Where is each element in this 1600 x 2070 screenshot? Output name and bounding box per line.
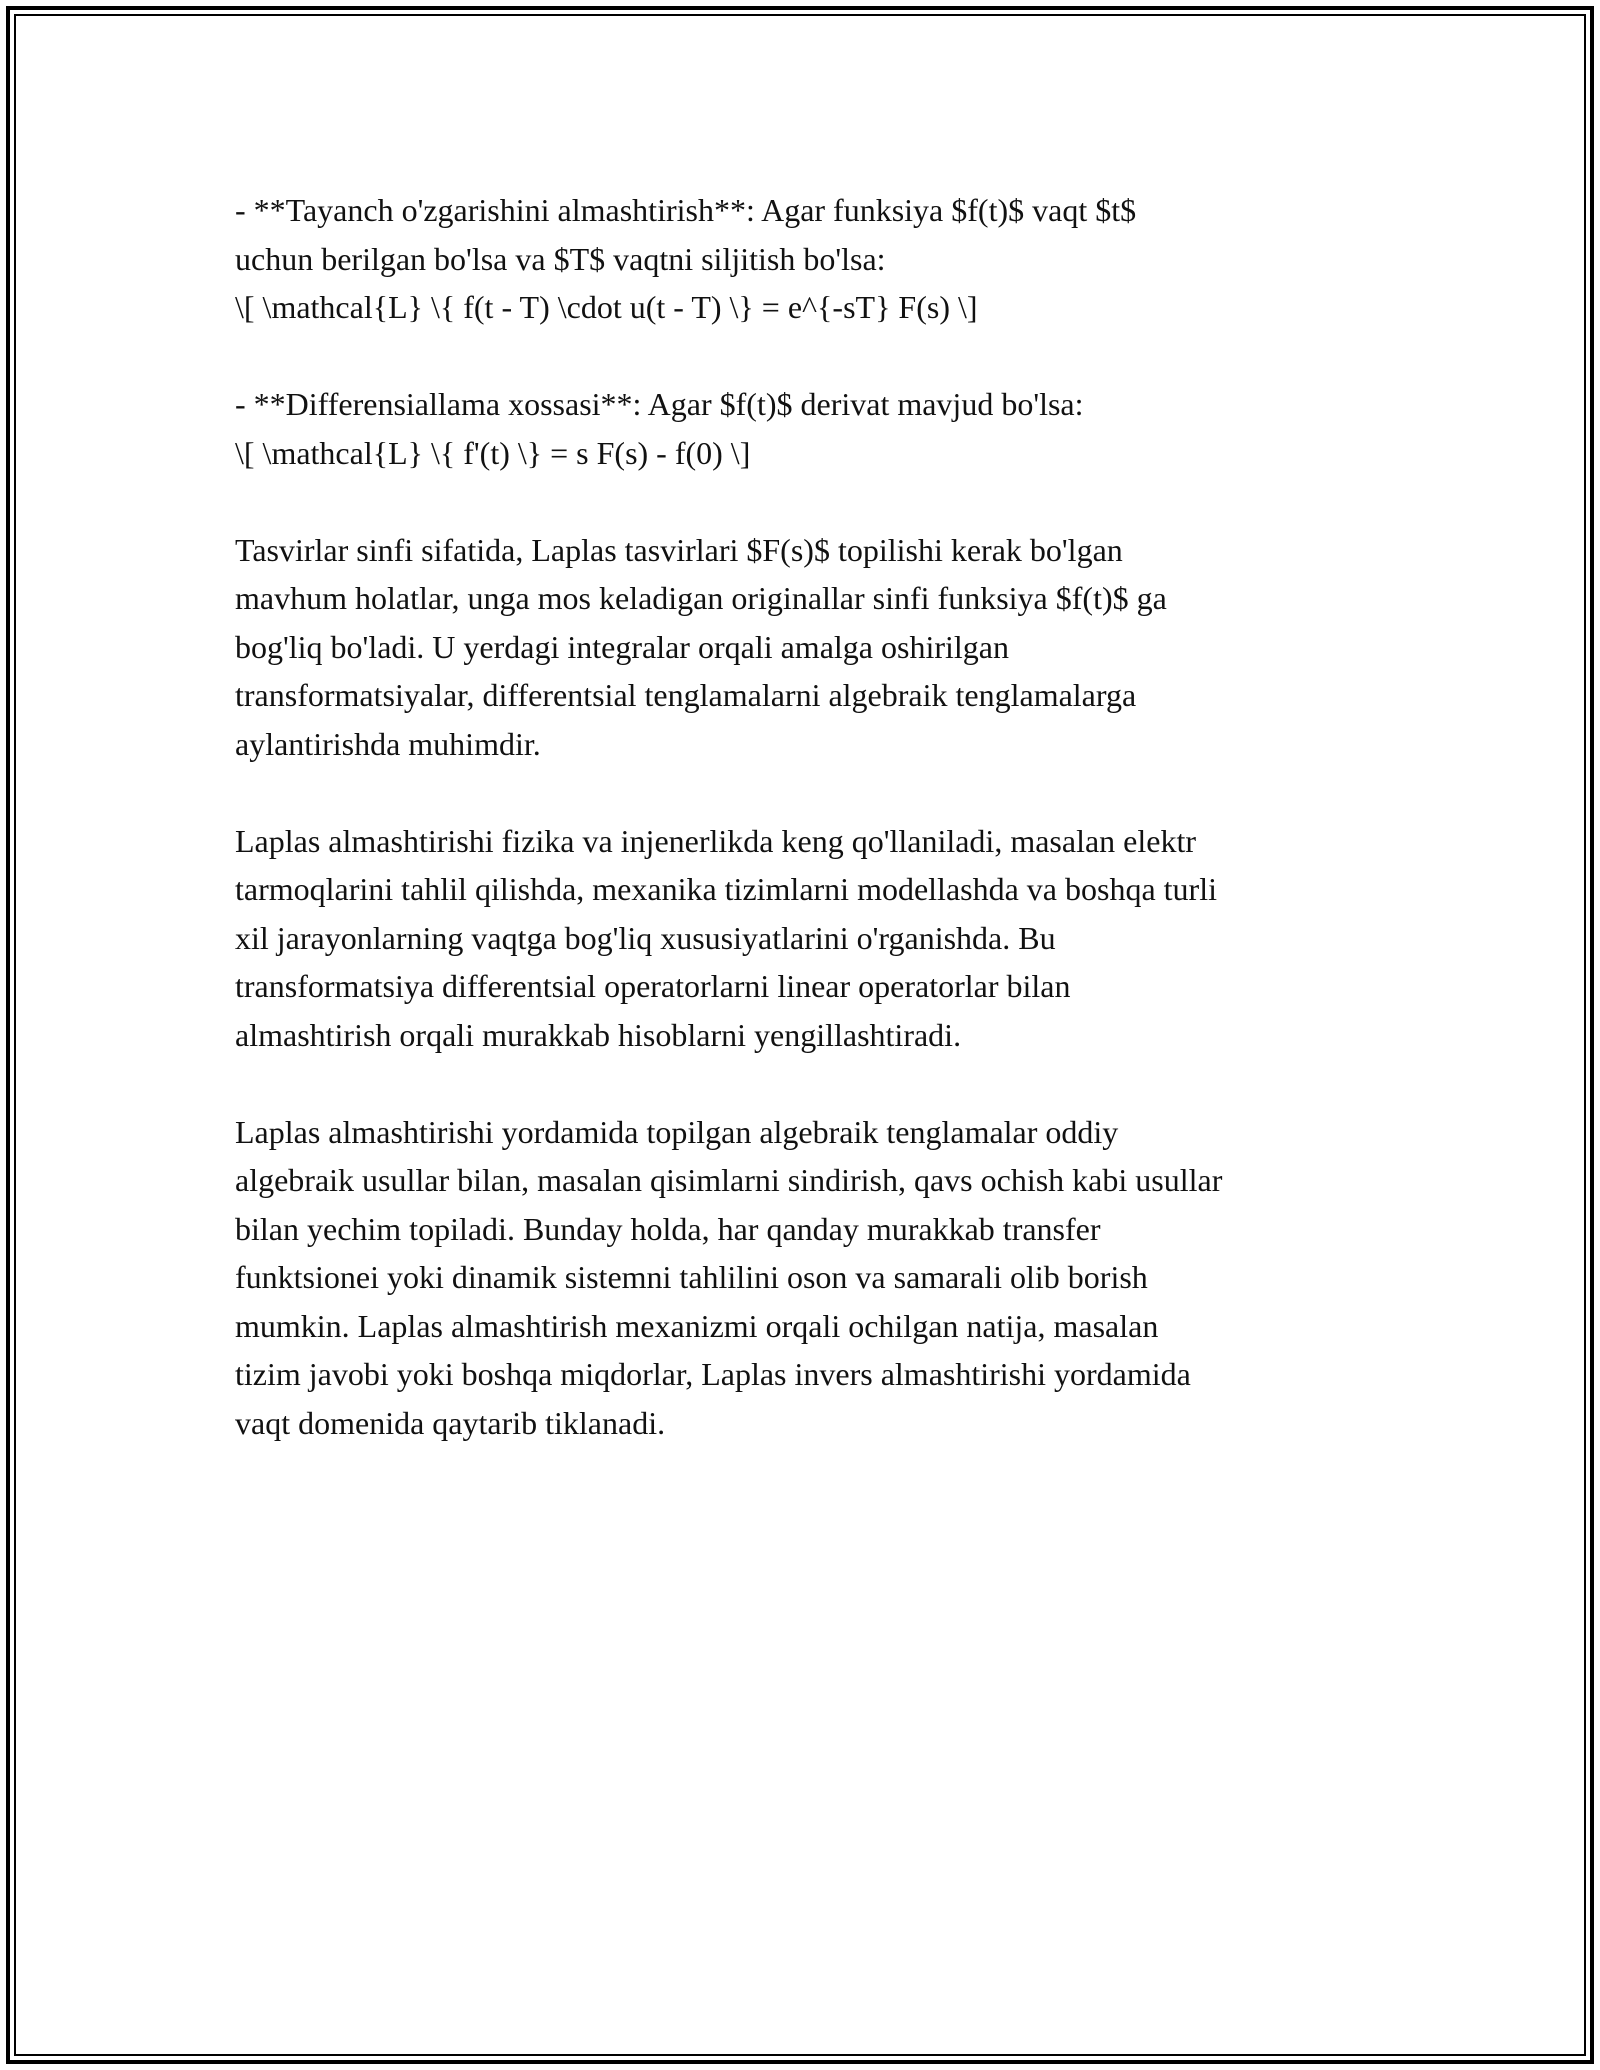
paragraph-image-class bbox=[235, 526, 1375, 769]
document-body bbox=[235, 186, 1375, 1496]
text-line: bilan yechim topiladi. Bunday holda, har qanday murakkab transfer bbox=[235, 1210, 1101, 1247]
text-line: mumkin. Laplas almashtirish mexanizmi orqali ochilgan natija, masalan bbox=[235, 1307, 1159, 1344]
text-line: funktsionei yoki dinamik sistemni tahlilini oson va samarali olib borish bbox=[235, 1259, 1148, 1295]
text-line: vaqt domenida qaytarib tiklanadi. bbox=[235, 1404, 666, 1441]
formula-line: \[ \mathcal{L} \{ f(t - T) \cdot u(t - T) \} = e^{-sT} F(s) \] bbox=[235, 289, 978, 325]
text-line: tizim javobi yoki boshqa miqdorlar, Laplas invers almashtirishi yordamida bbox=[235, 1356, 1191, 1392]
text-line: Tasvirlar sinfi sifatida, Laplas tasvirlari $F(s)$ topilishi kerak bo'lgan bbox=[235, 531, 1123, 568]
text-line: - **Tayanch o'zgarishini almashtirish**: Agar funksiya $f(t)$ vaqt $t$ bbox=[235, 192, 1137, 228]
text-line: tarmoqlarini tahlil qilishda, mexanika tizimlarni modellashda va boshqa turli bbox=[235, 871, 1217, 907]
paragraph-differentiation-property bbox=[235, 380, 1375, 477]
text-line: transformatsiya differentsial operatorlarni linear operatorlar bilan bbox=[235, 968, 1071, 1004]
text-line: bog'liq bo'ladi. U yerdagi integralar orqali amalga oshirilgan bbox=[235, 628, 1009, 665]
text-line: aylantirishda muhimdir. bbox=[235, 725, 541, 762]
text-line: mavhum holatlar, unga mos keladigan originallar sinfi funksiya $f(t)$ ga bbox=[235, 580, 1167, 616]
text-line: uchun berilgan bo'lsa va $T$ vaqtni siljitish bo'lsa: bbox=[235, 240, 886, 277]
formula-line: \[ \mathcal{L} \{ f'(t) \} = s F(s) - f(0) \] bbox=[235, 434, 751, 471]
text-line: Laplas almashtirishi yordamida topilgan algebraik tenglamalar oddiy bbox=[235, 1113, 1119, 1150]
text-line: xil jarayonlarning vaqtga bog'liq xususiyatlarini o'rganishda. Bu bbox=[235, 919, 1056, 956]
text-line: Laplas almashtirishi fizika va injenerlikda keng qo'llaniladi, masalan elektr bbox=[235, 822, 1196, 859]
text-line: algebraik usullar bilan, masalan qisimlarni sindirish, qavs ochish kabi usullar bbox=[235, 1162, 1223, 1198]
paragraph-applications bbox=[235, 817, 1375, 1060]
text-line: transformatsiyalar, differentsial tenglamalarni algebraik tenglamalarga bbox=[235, 677, 1137, 713]
paragraph-algebraic-solution bbox=[235, 1108, 1375, 1448]
paragraph-time-shift-property bbox=[235, 186, 1375, 332]
text-line: - **Differensiallama xossasi**: Agar $f(t)$ derivat mavjud bo'lsa: bbox=[235, 386, 1084, 422]
text-line: almashtirish orqali murakkab hisoblarni yengillashtiradi. bbox=[235, 1016, 962, 1053]
